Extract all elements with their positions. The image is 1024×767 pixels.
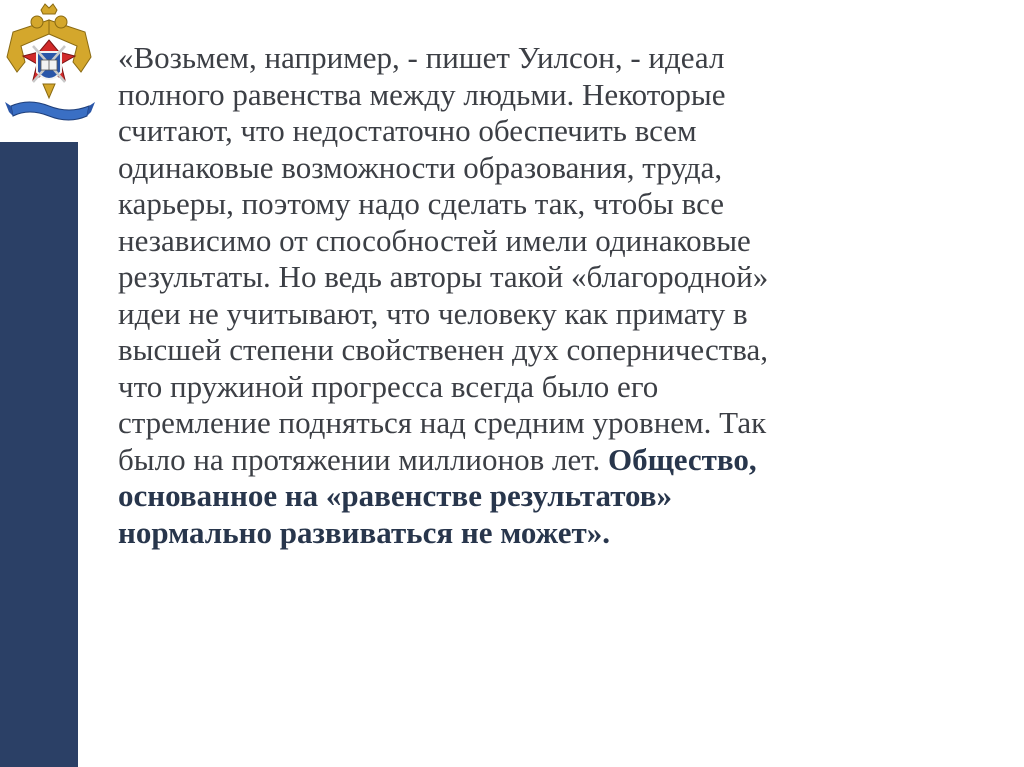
double-headed-eagle-emblem-icon xyxy=(3,2,95,128)
text-line: «Возьмем, например, - пишет Уилсон, - идеал xyxy=(118,40,725,75)
text-line: независимо от способностей имели одинаковые xyxy=(118,222,751,258)
text-line-mixed xyxy=(118,442,978,479)
bold-conclusion-line: нормально развиваться не может». xyxy=(118,514,610,550)
quote-text-block xyxy=(118,40,978,551)
bold-conclusion-segment: Общество, xyxy=(607,441,757,477)
text-line: результаты. Но ведь авторы такой «благородной» xyxy=(118,259,769,294)
text-line: стремление подняться над средним уровнем. Так xyxy=(118,405,767,440)
text-line: одинаковые возможности образования, труда, xyxy=(118,149,723,185)
side-accent-bar xyxy=(0,142,78,767)
text-line: считают, что недостаточно обеспечить всем xyxy=(118,113,697,148)
text-line: идеи не учитывают, что человеку как примату в xyxy=(118,295,748,331)
text-line: полного равенства между людьми. Некоторые xyxy=(118,76,726,112)
text-line: карьеры, поэтому надо сделать так, чтобы все xyxy=(118,186,724,221)
text-line: что пружиной прогресса всегда было его xyxy=(118,368,659,404)
bold-conclusion-line: основанное на «равенстве результатов» xyxy=(118,478,673,513)
text-line: высшей степени свойственен дух соперничества, xyxy=(118,332,769,367)
text-segment: было на протяжении миллионов лет. xyxy=(118,441,601,477)
